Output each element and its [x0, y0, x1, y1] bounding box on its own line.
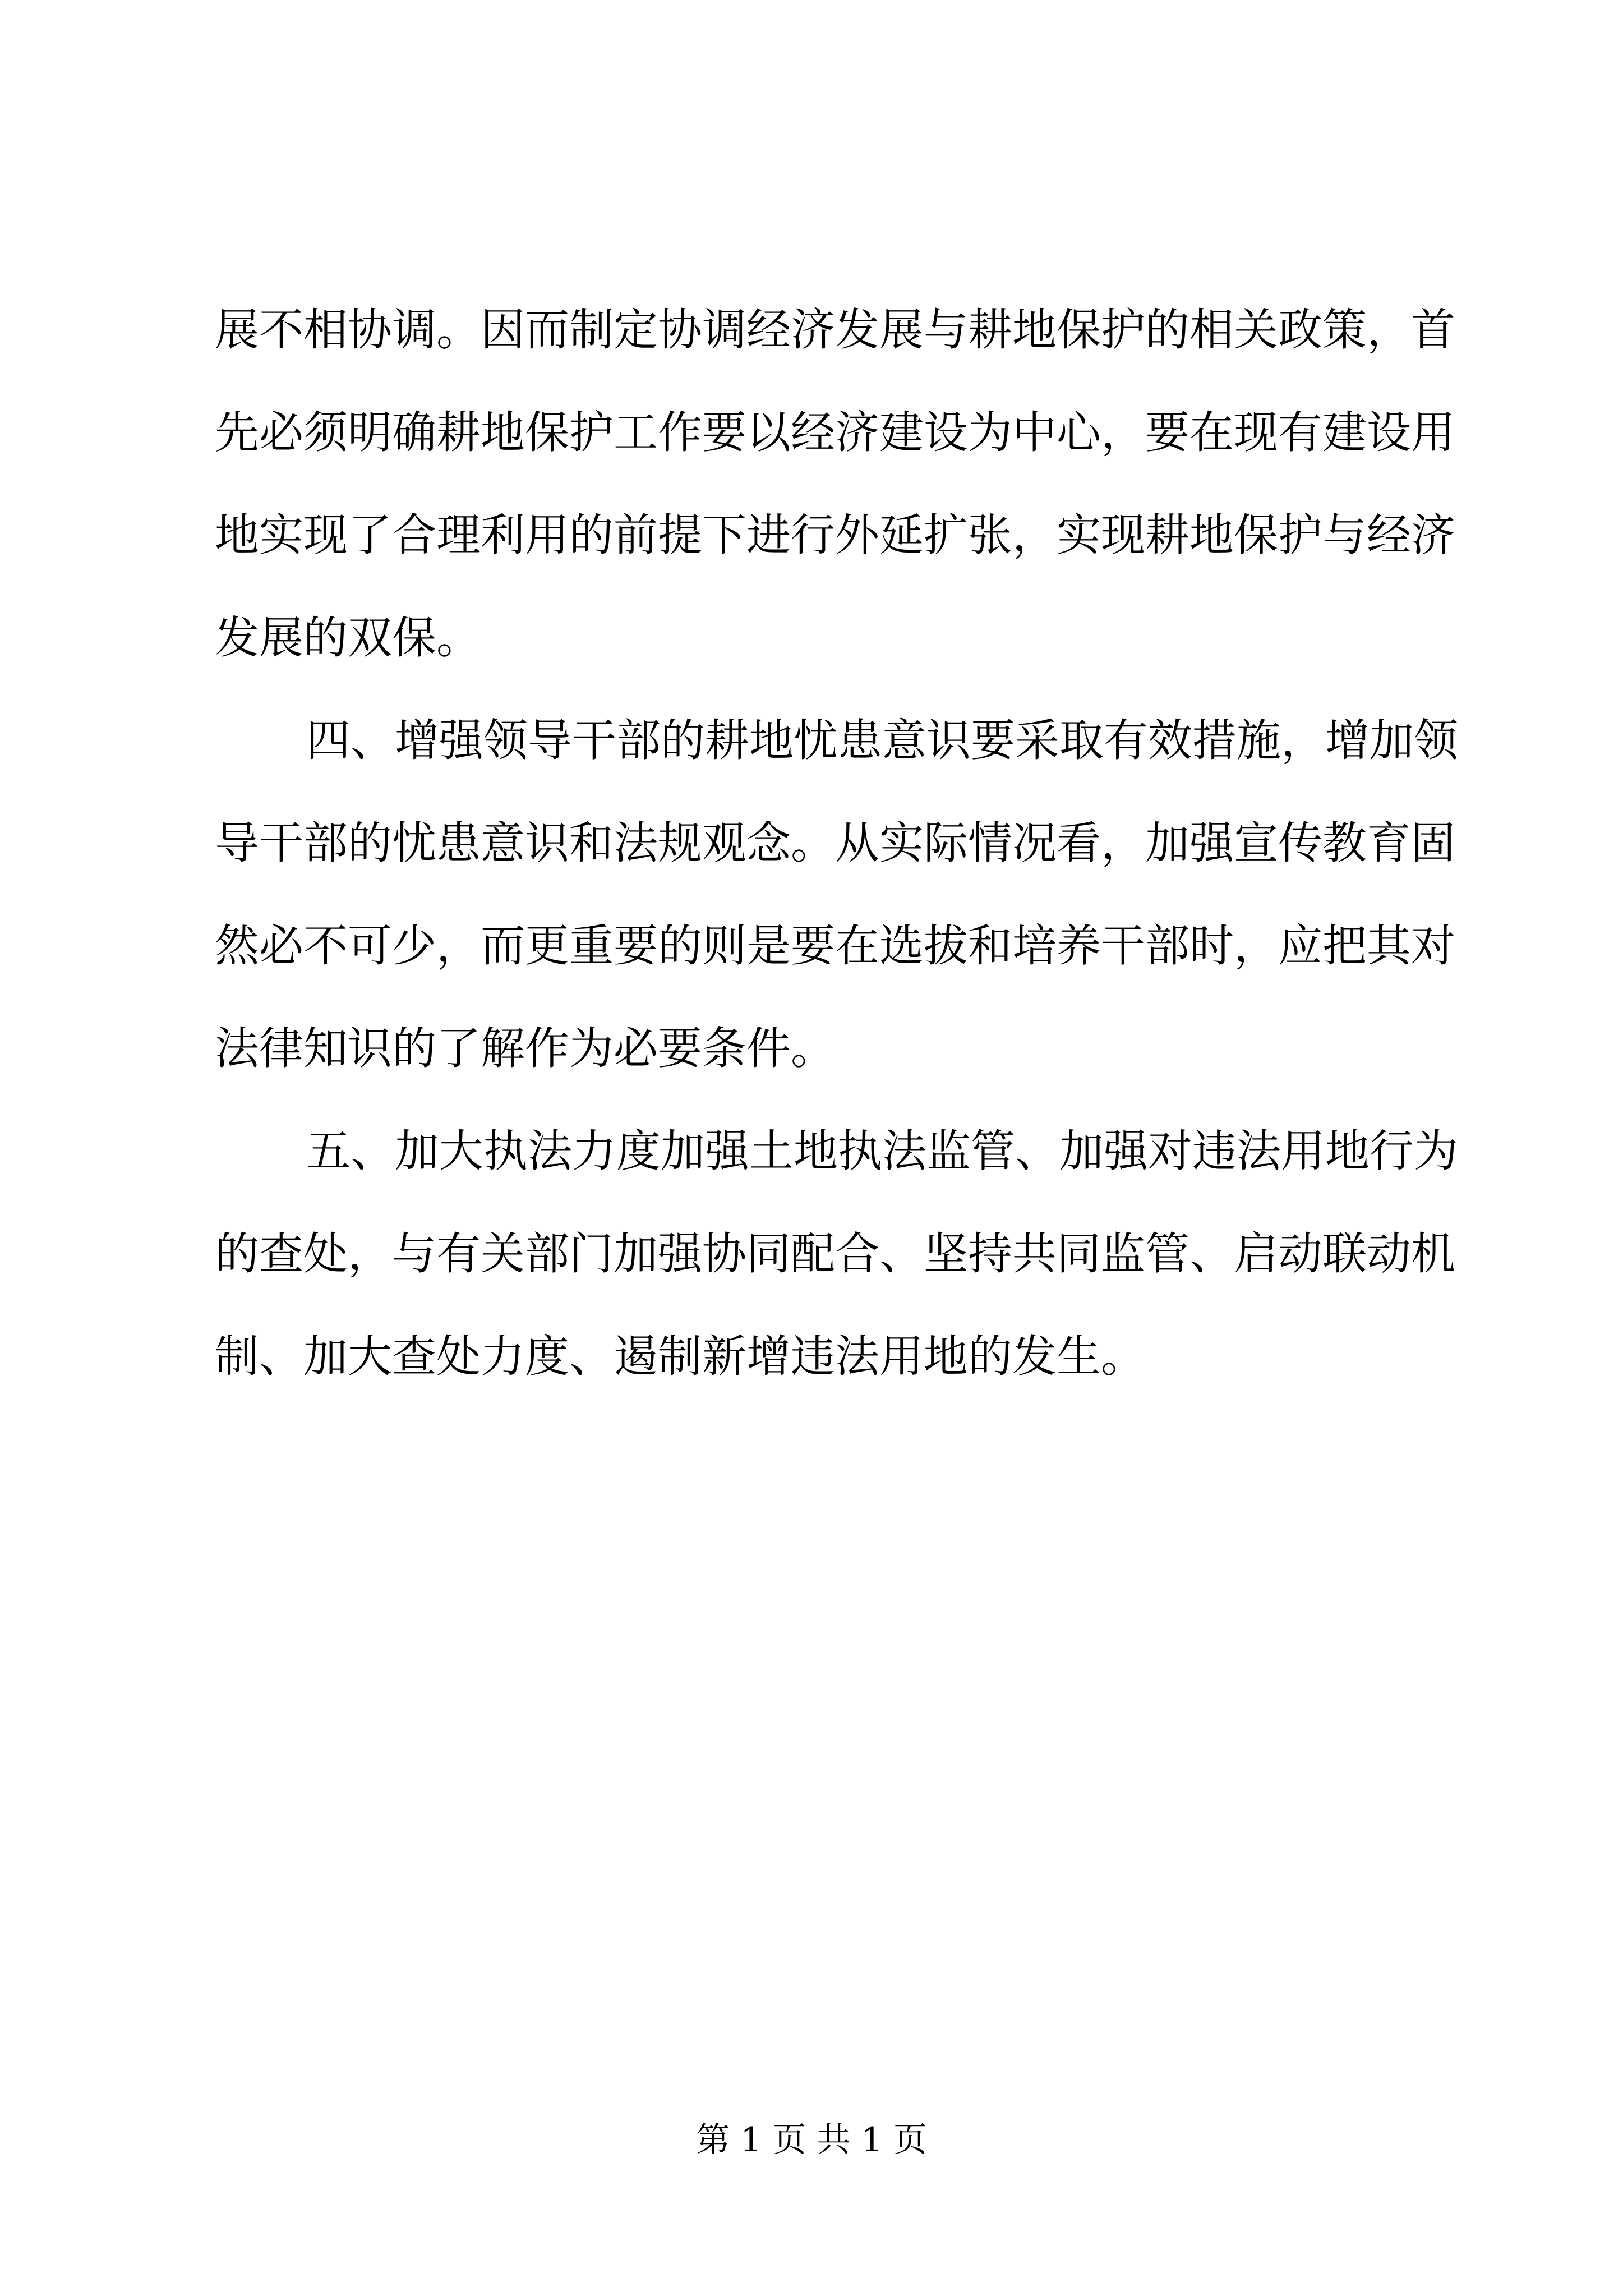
text-line: 的查处，与有关部门加强协同配合、坚持共同监管、启动联动机	[215, 1228, 1455, 1280]
text-line: 五、加大执法力度加强土地执法监管、加强对违法用地行为	[306, 1125, 1458, 1177]
text-line: 先必须明确耕地保护工作要以经济建设为中心，要在现有建设用	[215, 407, 1455, 458]
text-line: 地实现了合理利用的前提下进行外延扩张，实现耕地保护与经济	[215, 509, 1455, 561]
text-line: 导干部的忧患意识和法规观念。从实际情况看，加强宣传教育固	[215, 817, 1455, 869]
text-line: 制、加大查处力度、遏制新增违法用地的发生。	[215, 1331, 1145, 1382]
page-footer: 第 1 页 共 1 页	[696, 2120, 927, 2160]
text-line: 发展的双保。	[215, 612, 481, 664]
text-line: 四、增强领导干部的耕地忧患意识要采取有效措施，增加领	[306, 715, 1458, 766]
text-line: 展不相协调。因而制定协调经济发展与耕地保护的相关政策，首	[215, 304, 1455, 356]
text-line: 然必不可少，而更重要的则是要在选拔和培养干部时，应把其对	[215, 920, 1455, 972]
text-line: 法律知识的了解作为必要条件。	[215, 1023, 835, 1074]
